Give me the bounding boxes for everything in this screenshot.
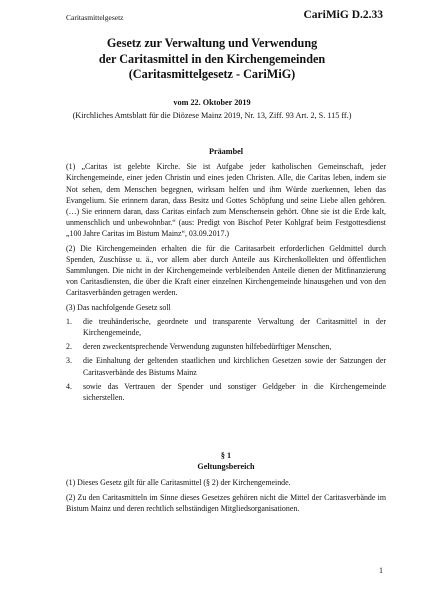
list-item-text: die Einhaltung der geltenden staatlichen und kirchlichen Gesetzen sowie der Satzungen der Caritasverbände des Bistums Mainz: [83, 356, 386, 377]
preamble-list: [66, 316, 386, 403]
publication-source: (Kirchliches Amtsblatt für die Diözese Mainz 2019, Nr. 13, Ziff. 93 Art. 2, S. 115 ff.): [72, 111, 352, 120]
preamble-paragraph-1: (1) „Caritas ist gelebte Kirche. Sie ist Aufgabe jeder katholischen Gemeinschaft, jeder Kirchengemeinde, einer jeden Christin und eines jeden Christen. Alle, die Caritas leben, indem sie Not sehen, dem Menschen begegnen, wirksam helfen und ihm Würde zuerkennen, leben das Evangelium. Sie erinnern daran, dass Besitz und Gottes Schöpfung und seine Liebe allen gehören. (…) Sie erinnern daran, dass Caritas einfach zum Menschensein gehört. Ohne sie ist die Erde kalt, unmenschlich und unbewohnbar.“ (aus: Predigt von Bischof Peter Kohlgraf beim Festgottesdienst „100 Jahre Caritas im Bistum Mainz“, 03.09.2017.): [66, 162, 386, 239]
list-item-number: 1.: [66, 316, 72, 326]
list-item: [66, 316, 386, 338]
list-item-text: deren zweckentsprechende Verwendung zugunsten hilfebedürftiger Menschen,: [83, 342, 332, 352]
law-date: vom 22. Oktober 2019: [173, 98, 251, 107]
section-number: § 1: [220, 451, 232, 460]
preamble-section: [66, 146, 386, 406]
section-1: [66, 450, 386, 517]
preamble-heading: Präambel: [208, 147, 244, 156]
section-heading: Geltungsbereich: [197, 462, 255, 472]
list-item-number: 4.: [66, 381, 72, 391]
title-line-2: der Caritasmittel in den Kirchengemeinden: [98, 51, 326, 66]
document-code: CariMiG D.2.33: [303, 9, 383, 21]
preamble-paragraph-3: (3) Das nachfolgende Gesetz soll: [66, 302, 171, 312]
running-title: Caritasmittelgesetz: [66, 13, 124, 22]
section-paragraph-2: (2) Zu den Caritasmitteln im Sinne dieses Gesetzes gehören nicht die Mittel der Caritasverbände im Bistum Mainz und deren rechtlich selbständigen Mitgliedsorganisationen.: [66, 492, 386, 513]
section-paragraph-1: (1) Dieses Gesetz gilt für alle Caritasmittel (§ 2) der Kirchengemeinde.: [66, 478, 291, 488]
list-item: [66, 381, 386, 403]
list-item-text: sowie das Vertrauen der Spender und sonstiger Geldgeber in die Kirchengemeinde sicherstellen.: [83, 381, 386, 403]
list-item: [66, 341, 386, 352]
list-item-number: 2.: [66, 342, 72, 352]
title-line-1: Gesetz zur Verwaltung und Verwendung: [106, 36, 318, 50]
list-item-text: die treuhänderische, geordnete und transparente Verwaltung der Caritasmittel in der Kirchengemeinde,: [83, 316, 386, 338]
list-item-number: 3.: [66, 356, 72, 366]
preamble-paragraph-2: (2) Die Kirchengemeinden erhalten die für die Caritasarbeit erforderlichen Geldmittel durch Spenden, Zuschüsse u. ä., vor allem aber durch Anteile aus Kirchenkollekten und öffentlichen Sammlungen. Die nicht in der Kirchengemeinde verbleibenden Anteile dienen der Mitfinanzierung von Caritasdiensten, die über die Kraft einer einzelnen Kirchengemeinde hinausgehen und von den Caritasverbänden getragen werden.: [66, 243, 386, 298]
law-title: [40, 36, 384, 83]
page-number: 1: [379, 566, 383, 575]
title-line-3: (Caritasmittelgesetz - CariMiG): [128, 67, 296, 81]
list-item: [66, 355, 386, 377]
